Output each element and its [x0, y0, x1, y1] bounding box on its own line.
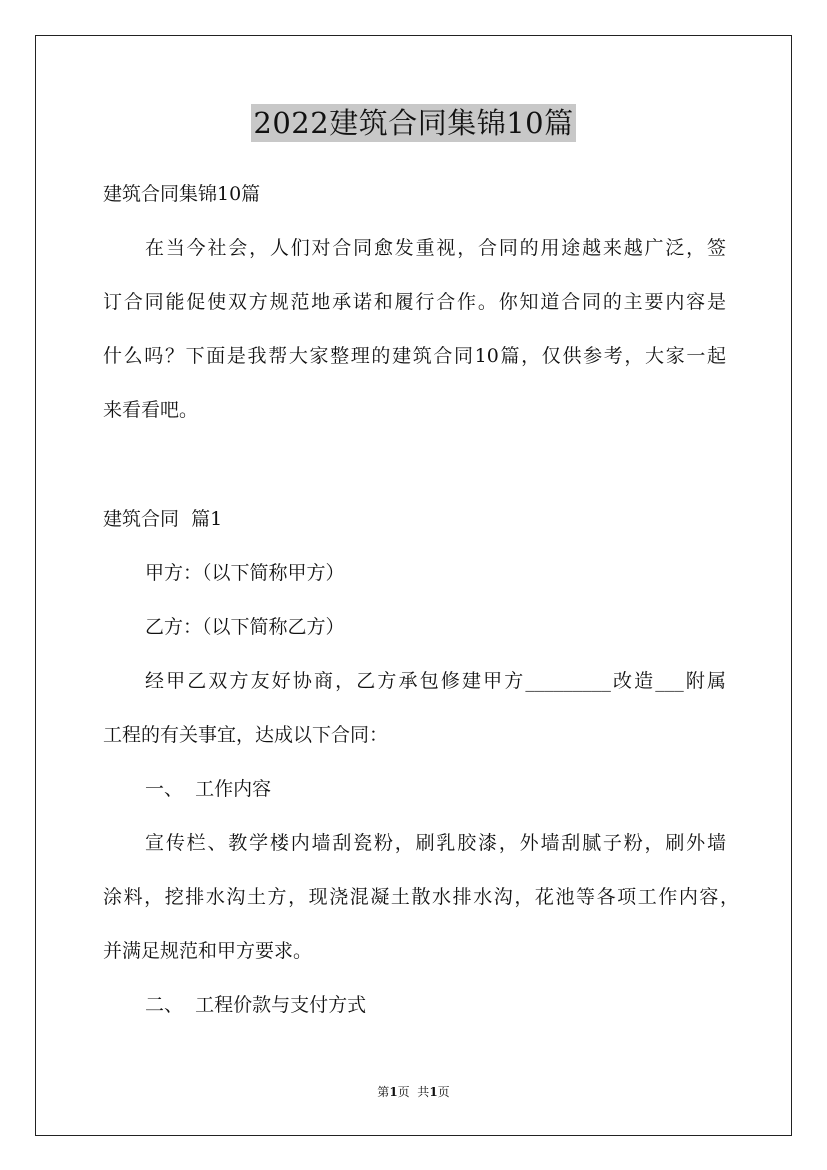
intro-line: 在当今社会，人们对合同愈发重视，合同的用途越来越广泛，签 — [145, 237, 726, 259]
title-container — [0, 104, 827, 142]
footer-page-number: 1 — [389, 1085, 398, 1099]
footer-page-suffix: 页 共 — [397, 1085, 430, 1099]
agreement-line: 工程的有关事宜，达成以下合同： — [103, 724, 389, 746]
item-2-heading: 二、 工程价款与支付方式 — [145, 994, 367, 1016]
page-footer — [0, 1084, 827, 1100]
party-b-line: 乙方：（以下简称乙方） — [145, 616, 345, 638]
item-1-line: 宣传栏、教学楼内墙刮瓷粉，刷乳胶漆，外墙刮腻子粉，刷外墙 — [145, 832, 726, 854]
item-1-line: 并满足规范和甲方要求。 — [103, 940, 313, 962]
agreement-line: 经甲乙双方友好协商，乙方承包修建甲方_________改造___附属 — [145, 670, 726, 692]
intro-line: 来看看吧。 — [103, 399, 199, 421]
party-a-line: 甲方：（以下简称甲方） — [145, 562, 345, 584]
document-subtitle: 建筑合同集锦10篇 — [103, 183, 261, 205]
section-heading: 建筑合同 篇1 — [103, 508, 223, 530]
intro-line: 什么吗？下面是我帮大家整理的建筑合同10篇，仅供参考，大家一起 — [103, 345, 726, 367]
document-title: 2022建筑合同集锦10篇 — [253, 106, 574, 140]
intro-line: 订合同能促使双方规范地承诺和履行合作。你知道合同的主要内容是 — [103, 291, 726, 313]
footer-total-pages: 1 — [429, 1085, 438, 1099]
item-1-line: 涂料，挖排水沟土方，现浇混凝土散水排水沟，花池等各项工作内容， — [103, 886, 739, 908]
footer-total-suffix: 页 — [437, 1085, 450, 1099]
footer-prefix: 第 — [377, 1085, 390, 1099]
item-1-heading: 一、 工作内容 — [145, 778, 272, 800]
